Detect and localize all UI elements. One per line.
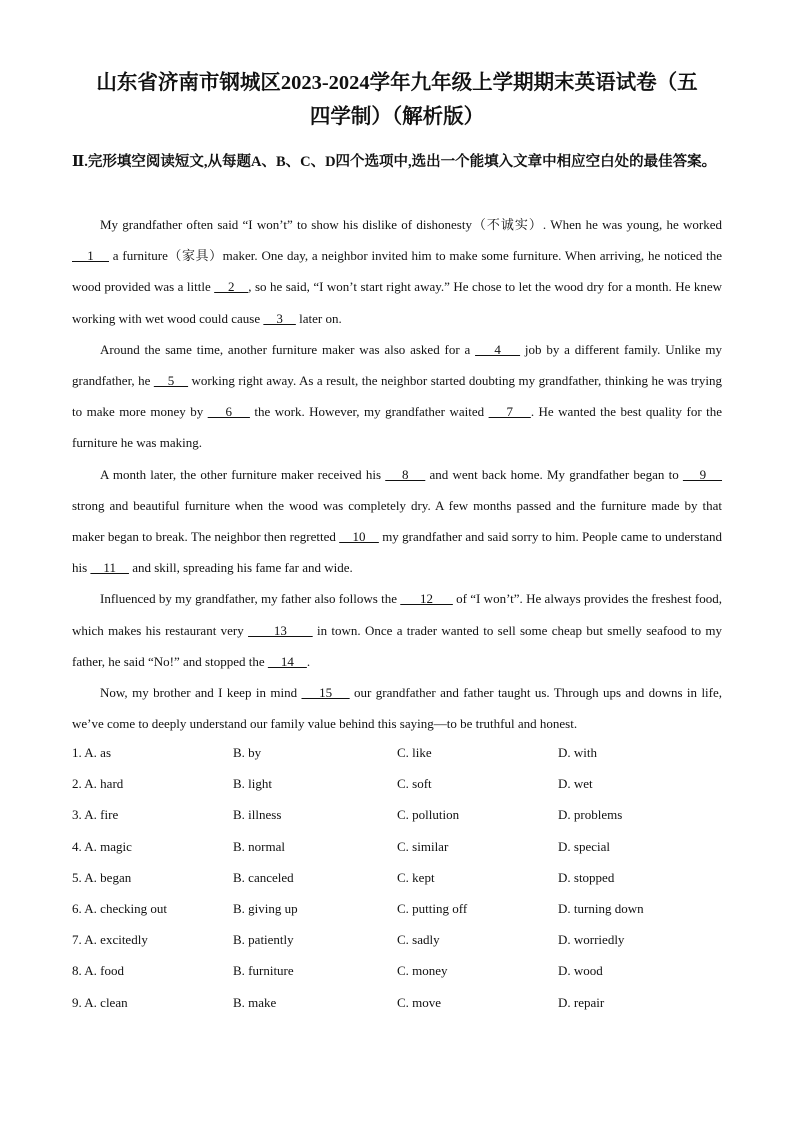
blank-4: 4 (475, 341, 521, 357)
option-a: 5. A. began (72, 869, 132, 885)
passage-paragraph-2 (72, 334, 722, 459)
passage-text: strong and beautiful furniture when the wood was completely dry. A few months passed and the furniture made by that maker began to break. The neighbor then regretted (72, 497, 722, 545)
blank-9: 9 (682, 466, 723, 482)
option-c: C. kept (397, 869, 435, 885)
option-c: C. soft (397, 776, 432, 792)
option-a: 9. A. clean (72, 994, 128, 1010)
passage-text: my grandfather and said sorry to him. People came to understand his (72, 529, 723, 576)
blank-11: 11 (90, 560, 129, 576)
passage-paragraph-1 (72, 209, 722, 334)
blank-13: 13 (248, 622, 313, 638)
option-d: D. special (558, 838, 610, 854)
blank-14: 14 (267, 653, 307, 669)
passage-text: a furniture（家具）maker. One day, a neighbor invited him to make some furniture. When arriving, he noticed the wood provided was a little (72, 248, 723, 295)
cloze-passage (72, 209, 722, 739)
passage-text: job by a different family. Unlike my grandfather, he (72, 341, 723, 389)
section-heading: Ⅱ.完形填空阅读短文,从每题A、B、C、D四个选项中,选出一个能填入文章中相应空白处的最佳答案。 (72, 154, 717, 170)
passage-text: the work. However, my grandfather waited (249, 404, 489, 420)
blank-5: 5 (153, 373, 189, 389)
option-a: 2. A. hard (72, 776, 124, 792)
blank-6: 6 (207, 404, 250, 420)
option-d: D. repair (558, 994, 605, 1010)
option-d: D. worriedly (558, 932, 625, 948)
option-d: D. wood (558, 963, 603, 979)
question-9-options (72, 987, 722, 1018)
option-d: D. wet (558, 776, 593, 792)
passage-paragraph-4 (72, 583, 722, 677)
option-c: C. sadly (397, 932, 440, 948)
option-a: 7. A. excitedly (72, 932, 148, 948)
blank-3: 3 (263, 310, 296, 326)
option-c: C. money (397, 963, 448, 979)
passage-text: Influenced by my grandfather, my father also follows the (100, 591, 401, 607)
answer-options (72, 737, 722, 1018)
option-a: 1. A. as (72, 745, 111, 760)
option-c: C. pollution (397, 807, 460, 823)
option-a: 4. A. magic (72, 838, 132, 854)
option-d: D. problems (558, 807, 623, 823)
passage-text: working right away. As a result, the neighbor started doubting my grandfather, thinking he was trying to make more money by (72, 373, 722, 420)
blank-1: 1 (72, 248, 109, 264)
passage-text: and skill, spreading his fame far and wide. (128, 560, 353, 576)
passage-text: and went back home. My grandfather began to (425, 466, 683, 482)
question-7-options (72, 924, 722, 955)
question-4-options (72, 831, 722, 862)
blank-8: 8 (385, 466, 426, 482)
question-2-options (72, 768, 722, 799)
option-d: D. with (558, 745, 597, 760)
option-b: B. giving up (233, 900, 298, 916)
blank-15: 15 (301, 685, 350, 701)
blank-2: 2 (214, 279, 249, 295)
question-6-options (72, 893, 722, 924)
option-a: 6. A. checking out (72, 900, 167, 916)
passage-text: Now, my brother and I keep in mind (100, 685, 302, 701)
question-1-options (72, 737, 722, 768)
option-b: B. by (233, 745, 262, 760)
option-a: 8. A. food (72, 963, 124, 979)
exam-title-line1: 山东省济南市钢城区2023-2024学年九年级上学期期末英语试卷（五 (96, 72, 698, 94)
question-8-options (72, 955, 722, 986)
passage-text: . (306, 653, 311, 669)
option-b: B. illness (233, 807, 282, 823)
option-c: C. putting off (397, 900, 468, 916)
exam-title-line2: 四学制）（解析版） (309, 106, 485, 128)
option-b: B. canceled (233, 869, 294, 885)
passage-text: My grandfather often said “I won’t” to show his dislike of dishonesty（不诚实）. When he was young, he worked (100, 217, 722, 232)
option-c: C. like (397, 745, 432, 760)
passage-text: our grandfather and father taught us. Through ups and downs in life, we’ve come to deeply understand our family value behind this saying—to be truthful and honest. (72, 685, 723, 732)
passage-paragraph-3 (72, 459, 722, 584)
question-5-options (72, 862, 722, 893)
option-a: 3. A. fire (72, 807, 119, 823)
option-c: C. move (397, 994, 442, 1010)
option-b: B. make (233, 994, 277, 1010)
option-b: B. normal (233, 838, 285, 854)
blank-10: 10 (339, 529, 379, 545)
option-d: D. stopped (558, 869, 615, 885)
blank-12: 12 (400, 591, 453, 607)
passage-text: A month later, the other furniture maker received his (100, 466, 386, 482)
option-c: C. similar (397, 838, 449, 854)
passage-text: Around the same time, another furniture maker was also asked for a (100, 341, 476, 357)
blank-7: 7 (488, 404, 531, 420)
passage-text: , so he said, “I won’t start right away.” He chose to let the wood dry for a month. He knew working with wet wood could cause (72, 279, 723, 326)
passage-text: later on. (295, 310, 342, 326)
passage-text: of “I won’t”. He always provides the freshest food, which makes his restaurant very (72, 591, 723, 638)
option-d: D. turning down (558, 900, 644, 916)
passage-text: . He wanted the best quality for the furniture he was making. (72, 404, 723, 451)
passage-paragraph-5 (72, 677, 722, 739)
option-b: B. furniture (233, 963, 294, 979)
exam-title (40, 66, 754, 134)
option-b: B. light (233, 776, 273, 792)
question-3-options (72, 799, 722, 830)
option-b: B. patiently (233, 932, 294, 948)
passage-text: in town. Once a trader wanted to sell some cheap but smelly seafood to my father, he said “No!” and stopped the (72, 622, 722, 669)
